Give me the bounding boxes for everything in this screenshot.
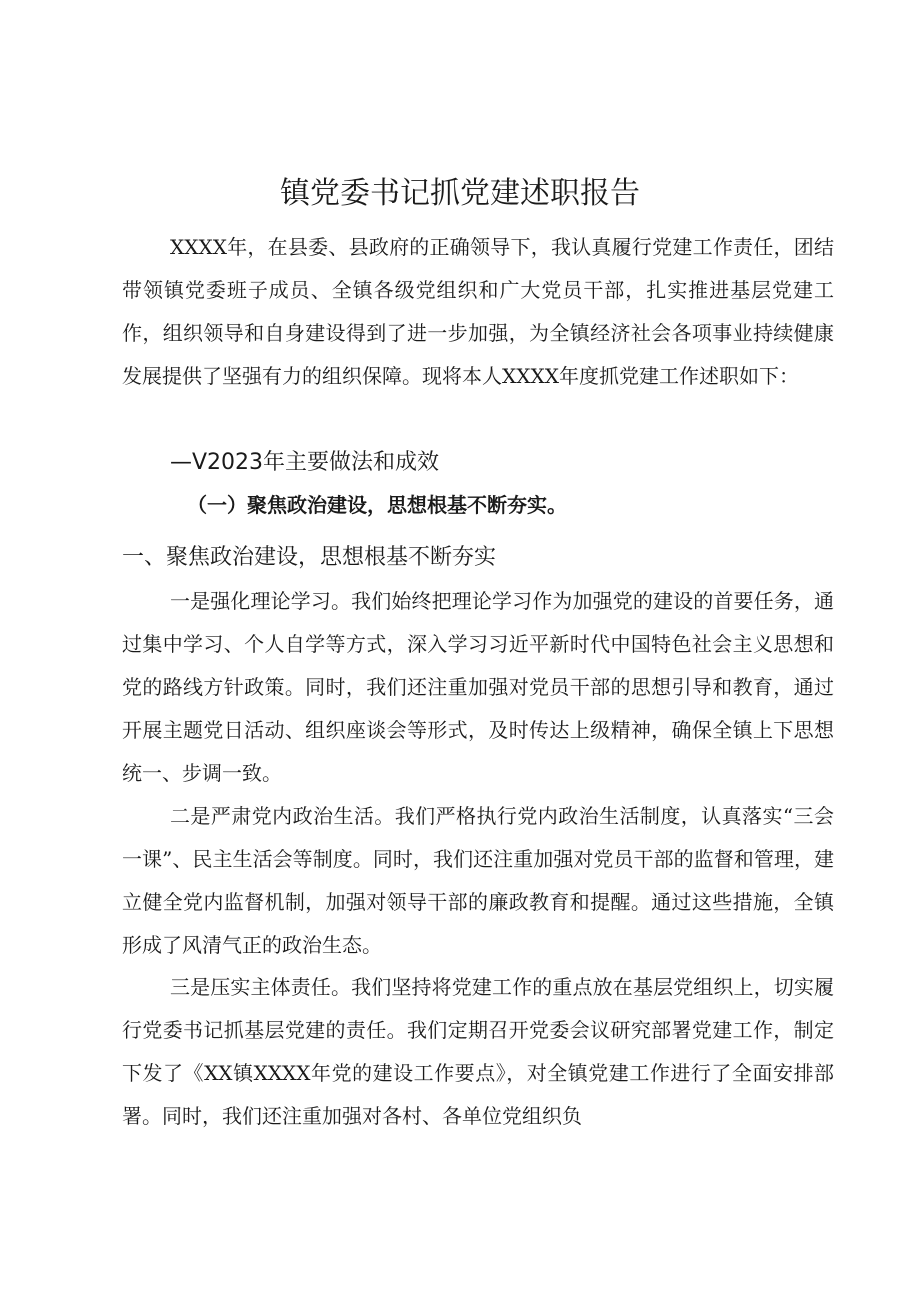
- paragraph-main-responsibility: 三是压实主体责任。我们坚持将党建工作的重点放在基层党组织上，切实履行党委书记抓基层党建的责任。我们定期召开党委会议研究部署党建工作，制定下发了《XX镇XXXX年党的建设工作要点》，对全镇党建工作进行了全面安排部署。同时，我们还注重加强对各村、各单位党组织负: [122, 975, 834, 1128]
- paragraph-political-life: 二是严肃党内政治生活。我们严格执行党内政治生活制度，认真落实“三会一课”、民主生活会等制度。同时，我们还注重加强对党员干部的监督和管理，建立健全党内监督机制，加强对领导干部的廉政教育和提醒。通过这些措施，全镇形成了风清气正的政治生态。: [122, 804, 834, 957]
- paragraph-theory-study: 一是强化理论学习。我们始终把理论学习作为加强党的建设的首要任务，通过集中学习、个人自学等方式，深入学习习近平新时代中国特色社会主义思想和党的路线方针政策。同时，我们还注重加强对党员干部的思想引导和教育，通过开展主题党日活动、组织座谈会等形式，及时传达上级精神，确保全镇上下思想统一、步调一致。: [122, 589, 834, 785]
- document-title: 镇党委书记抓党建述职报告: [280, 176, 640, 211]
- year-heading: —V2023年主要做法和成效: [170, 450, 440, 475]
- intro-paragraph: XXXX年，在县委、县政府的正确领导下，我认真履行党建工作责任，团结带领镇党委班子成员、全镇各级党组织和广大党员干部，扎实推进基层党建工作，组织领导和自身建设得到了进一步加强，为全镇经济社会各项事业持续健康发展提供了坚强有力的组织保障。现将本人XXXX年度抓党建工作述职如下：: [122, 235, 834, 388]
- section-heading: 一、聚焦政治建设，思想根基不断夯实: [122, 545, 497, 570]
- subsection-heading: （一）聚焦政治建设，思想根基不断夯实。: [187, 493, 567, 517]
